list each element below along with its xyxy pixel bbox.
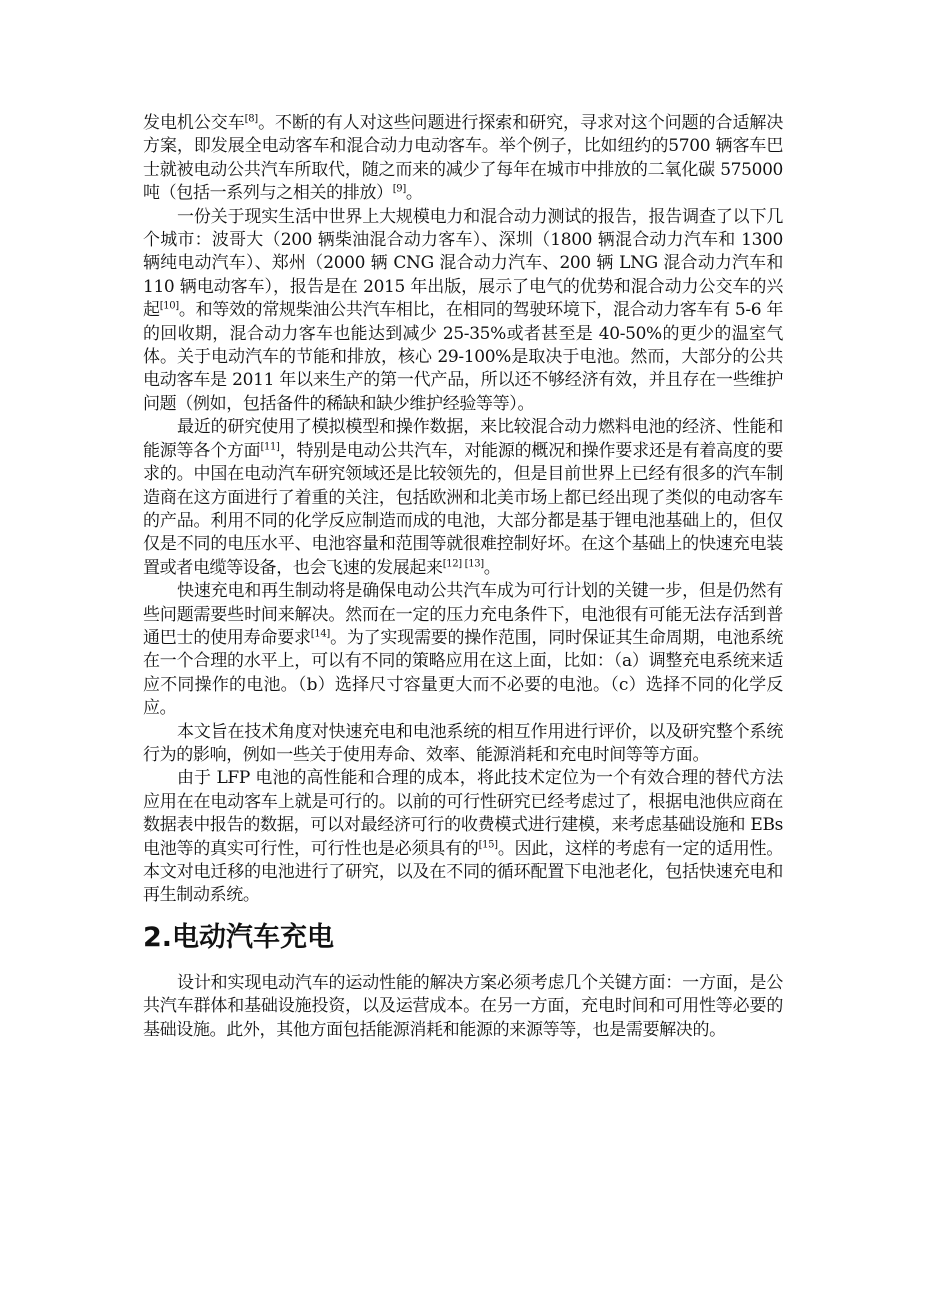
paragraph-5 (143, 721, 783, 768)
paragraph-2 (143, 206, 783, 417)
paragraph-1-text-a: 发电机公交车 (143, 113, 245, 133)
paragraph-3-text-b: ，特别是电动公共汽车，对能源的概况和操作要求还是有着高度的要求的。中国在电动汽车研究领域还是比较领先的，但是目前世界上已经有很多的汽车制造商在这方面进行了着重的关注，包括欧洲和北美市场上都已经出现了类似的电动客车的产品。利用不同的化学反应制造而成的电池，大部分都是基于锂电池基础上的，但仅仅是不同的电压水平、电池容量和范围等就很难控制好坏。在这个基础上的快速充电装置或者电缆等设备，也会飞速的发展起来 (143, 440, 783, 578)
paragraph-2-text-b: 。和等效的常规柴油公共汽车相比，在相同的驾驶环境下，混合动力客车有 5-6 年的回收期，混合动力客车也能达到减少 25-35%或者甚至是 40-50%的更少的温室气体。关于电动汽车的节能和排放，核心 29-100%是取决于电池。然而，大部分的公共电动客车是 2011 年以来生产的第一代产品，所以还不够经济有效，并且存在一些维护问题（例如，包括备件的稀缺和缺少维护经验等等）。 (143, 300, 783, 414)
paragraph-1-text-b: 。不断的有人对这些问题进行探索和研究，寻求对这个问题的合适解决方案，即发展全电动客车和混合动力电动客车。举个例子，比如纽约的5700 辆客车巴士就被电动公共汽车所取代，随之而来的减少了每年在城市中排放的二氧化碳 575000 吨（包括一系列与之相关的排放） (143, 113, 783, 204)
section-paragraph: 设计和实现电动汽车的运动性能的解决方案必须考虑几个关键方面：一方面，是公共汽车群体和基础设施投资，以及运营成本。在另一方面，充电时间和可用性等必要的基础设施。此外，其他方面包括能源消耗和能源的来源等等，也是需要解决的。 (143, 972, 783, 1040)
paragraph-5-text: 本文旨在技术角度对快速充电和电池系统的相互作用进行评价，以及研究整个系统行为的影响，例如一些关于使用寿命、效率、能源消耗和充电时间等等方面。 (143, 721, 783, 765)
paragraph-6-text-a: 由于 LFP 电池的高性能和合理的成本，将此技术定位为一个有效合理的替代方法应用在在电动客车上就是可行的。以前的可行性研究已经考虑过了，根据电池供应商在数据表中报告的数据，可以对最经济可行的收费模式进行建模，来考虑基础设施和 EBs 电池等的真实可行性，可行性也是必须具有的 (143, 768, 783, 859)
document-page (143, 112, 783, 1042)
paragraph-1-text-c: 。 (405, 183, 423, 204)
citation-15: [15] (478, 838, 498, 850)
paragraph-4-text-b: 。为了实现需要的操作范围，同时保证其生命周期，电池系统在一个合理的水平上，可以有不同的策略应用在这上面，比如：（a）调整充电系统来适应不同操作的电池。（b）选择尺寸容量更大而不必要的电池。（c）选择不同的化学反应。 (143, 627, 783, 719)
paragraph-3 (143, 416, 783, 580)
citation-11: [11] (260, 441, 280, 453)
paragraph-6-text-b: 。因此，这样的考虑有一定的适用性。本文对电迁移的电池进行了研究，以及在不同的循环配置下电池老化，包括快速充电和再生制动系统。 (143, 838, 783, 906)
citation-12-13: [12] [13] (442, 558, 484, 570)
citation-8: [8] (244, 113, 258, 125)
paragraph-6 (143, 767, 783, 907)
paragraph-2-text-a: 一份关于现实生活中世界上大规模电力和混合动力测试的报告，报告调查了以下几个城市：波哥大（200 辆柴油混合动力客车）、深圳（1800 辆混合动力汽车和 1300 辆纯电动汽车）、郑州（2000 辆 CNG 混合动力汽车、200 辆 LNG 混合动力汽车和 110 辆电动客车），报告是在 2015 年出版，展示了电气的优势和混合动力公交车的兴起 (143, 206, 783, 321)
paragraph-4-text-a: 快速充电和再生制动将是确保电动公共汽车成为可行计划的关键一步，但是仍然有些问题需要些时间来解决。然而在一定的压力充电条件下，电池很有可能无法存活到普通巴士的使用寿命要求 (143, 581, 783, 648)
paragraph-1 (143, 112, 783, 206)
paragraph-3-text-c: 。 (483, 557, 501, 578)
citation-10: [10] (159, 300, 179, 312)
section-heading: 2.电动汽车充电 (143, 921, 335, 953)
citation-9: [9] (392, 183, 406, 195)
citation-14: [14] (310, 628, 330, 640)
paragraph-3-text-a: 最近的研究使用了模拟模型和操作数据，来比较混合动力燃料电池的经济、性能和能源等各个方面 (143, 417, 783, 461)
paragraph-4 (143, 580, 783, 720)
